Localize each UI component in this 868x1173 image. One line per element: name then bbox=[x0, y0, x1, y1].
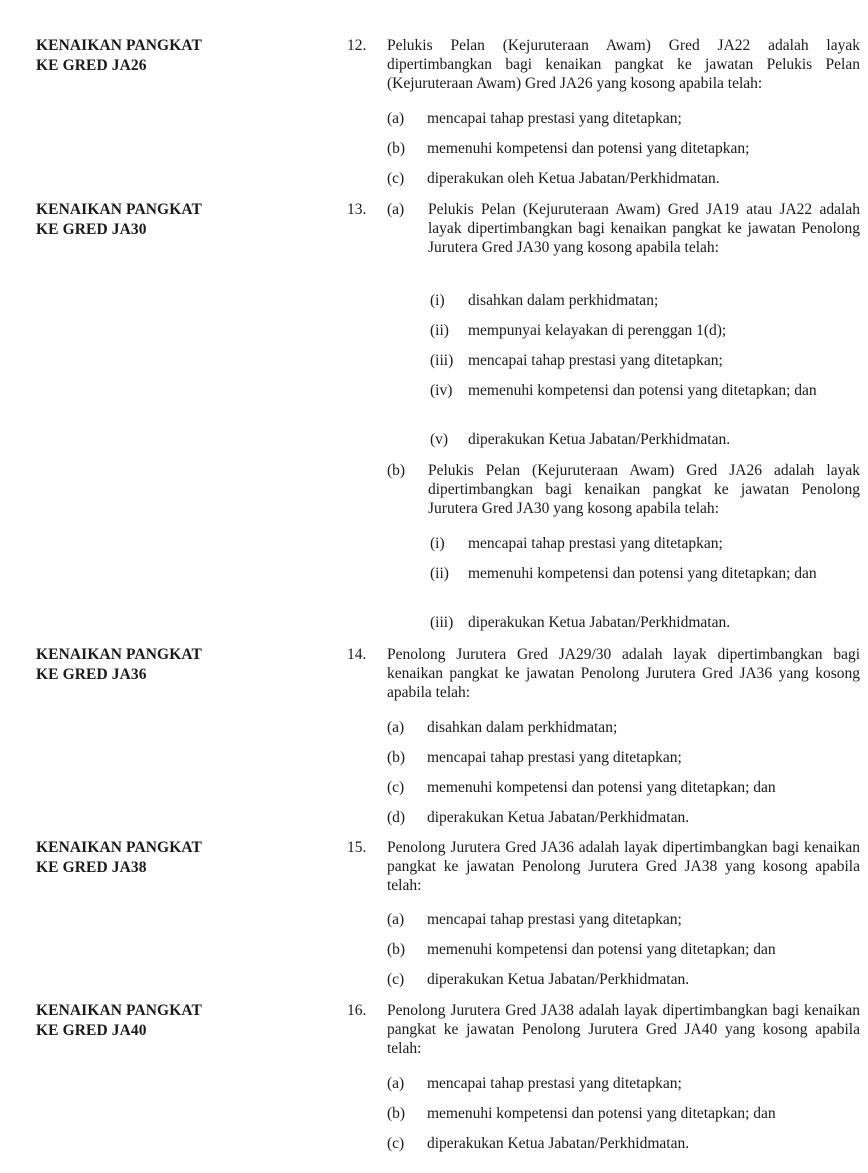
item-label: (c) bbox=[387, 170, 405, 187]
subsection-intro: Pelukis Pelan (Kejuruteraan Awam) Gred JA19 atau JA22 adalah layak dipertimbangkan bagi kenaikan pangkat ke jawatan Penolong Jurutera Gred JA30 yang kosong apabila telah: bbox=[428, 201, 860, 256]
item-text: diperakukan Ketua Jabatan/Perkhidmatan. bbox=[427, 809, 690, 826]
item-text: mencapai tahap prestasi yang ditetapkan; bbox=[468, 535, 723, 552]
item-label: (iii) bbox=[430, 614, 454, 631]
item-text: mencapai tahap prestasi yang ditetapkan; bbox=[468, 352, 723, 369]
item-text: disahkan dalam perkhidmatan; bbox=[468, 292, 659, 309]
item-label: (i) bbox=[430, 535, 445, 552]
heading-line: KE GRED JA40 bbox=[36, 1022, 147, 1039]
item-text: mencapai tahap prestasi yang ditetapkan; bbox=[427, 911, 682, 928]
heading-line: KE GRED JA26 bbox=[36, 57, 147, 74]
item-label: (ii) bbox=[430, 322, 449, 339]
heading-line: KE GRED JA30 bbox=[36, 221, 147, 238]
item-label: (b) bbox=[387, 1105, 406, 1122]
section-heading bbox=[36, 1001, 316, 1041]
section-heading bbox=[36, 645, 316, 685]
item-label: (a) bbox=[387, 110, 405, 127]
paragraph-number: 16. bbox=[347, 1002, 367, 1019]
item-label: (b) bbox=[387, 140, 406, 157]
heading-line: KENAIKAN PANGKAT bbox=[36, 201, 202, 218]
item-label: (d) bbox=[387, 809, 406, 826]
item-text: diperakukan oleh Ketua Jabatan/Perkhidmatan. bbox=[427, 170, 720, 187]
paragraph-number: 13. bbox=[347, 201, 367, 218]
heading-line: KENAIKAN PANGKAT bbox=[36, 1002, 202, 1019]
item-label: (c) bbox=[387, 971, 405, 988]
item-text: mencapai tahap prestasi yang ditetapkan; bbox=[427, 1075, 682, 1092]
heading-line: KENAIKAN PANGKAT bbox=[36, 37, 202, 54]
item-text: memenuhi kompetensi dan potensi yang ditetapkan; dan bbox=[468, 565, 817, 582]
item-label: (iii) bbox=[430, 352, 454, 369]
item-text: memenuhi kompetensi dan potensi yang ditetapkan; bbox=[427, 140, 750, 157]
item-text: diperakukan Ketua Jabatan/Perkhidmatan. bbox=[427, 1135, 690, 1152]
subsection-label: (b) bbox=[387, 462, 406, 479]
item-text: memenuhi kompetensi dan potensi yang ditetapkan; dan bbox=[468, 382, 817, 399]
item-text: mencapai tahap prestasi yang ditetapkan; bbox=[427, 110, 682, 127]
item-label: (iv) bbox=[430, 382, 453, 399]
heading-line: KENAIKAN PANGKAT bbox=[36, 839, 202, 856]
heading-line: KENAIKAN PANGKAT bbox=[36, 646, 202, 663]
paragraph-intro: Penolong Jurutera Gred JA29/30 adalah layak dipertimbangkan bagi kenaikan pangkat ke jawatan Penolong Jurutera Gred JA36 yang kosong apabila telah: bbox=[387, 646, 860, 701]
paragraph-number: 12. bbox=[347, 37, 367, 54]
item-text: memenuhi kompetensi dan potensi yang ditetapkan; dan bbox=[427, 779, 776, 796]
item-label: (a) bbox=[387, 719, 405, 736]
subsection-label: (a) bbox=[387, 201, 405, 218]
section-heading bbox=[36, 36, 316, 76]
paragraph-intro: Pelukis Pelan (Kejuruteraan Awam) Gred JA22 adalah layak dipertimbangkan bagi kenaikan pangkat ke jawatan Pelukis Pelan (Kejuruteraan Awam) Gred JA26 yang kosong apabila telah: bbox=[387, 37, 860, 92]
item-text: disahkan dalam perkhidmatan; bbox=[427, 719, 618, 736]
item-label: (c) bbox=[387, 779, 405, 796]
item-text: diperakukan Ketua Jabatan/Perkhidmatan. bbox=[468, 431, 731, 448]
item-label: (a) bbox=[387, 1075, 405, 1092]
section-heading bbox=[36, 200, 316, 240]
heading-line: KE GRED JA36 bbox=[36, 666, 147, 683]
paragraph-intro: Penolong Jurutera Gred JA38 adalah layak dipertimbangkan bagi kenaikan pangkat ke jawatan Penolong Jurutera Gred JA40 yang kosong apabila telah: bbox=[387, 1002, 860, 1057]
subsection-intro: Pelukis Pelan (Kejuruteraan Awam) Gred JA26 adalah layak dipertimbangkan bagi kenaikan pangkat ke jawatan Penolong Jurutera Gred JA30 yang kosong apabila telah: bbox=[428, 462, 860, 517]
item-text: memenuhi kompetensi dan potensi yang ditetapkan; dan bbox=[427, 1105, 776, 1122]
item-label: (i) bbox=[430, 292, 445, 309]
item-label: (ii) bbox=[430, 565, 449, 582]
paragraph-number: 15. bbox=[347, 839, 367, 856]
item-label: (v) bbox=[430, 431, 449, 448]
item-label: (c) bbox=[387, 1135, 405, 1152]
paragraph-number: 14. bbox=[347, 646, 367, 663]
section-heading bbox=[36, 838, 316, 878]
item-text: diperakukan Ketua Jabatan/Perkhidmatan. bbox=[468, 614, 731, 631]
heading-line: KE GRED JA38 bbox=[36, 859, 147, 876]
item-label: (b) bbox=[387, 941, 406, 958]
paragraph-intro: Penolong Jurutera Gred JA36 adalah layak dipertimbangkan bagi kenaikan pangkat ke jawatan Penolong Jurutera Gred JA38 yang kosong apabila telah: bbox=[387, 839, 860, 894]
item-label: (b) bbox=[387, 749, 406, 766]
item-label: (a) bbox=[387, 911, 405, 928]
item-text: memenuhi kompetensi dan potensi yang ditetapkan; dan bbox=[427, 941, 776, 958]
item-text: mencapai tahap prestasi yang ditetapkan; bbox=[427, 749, 682, 766]
item-text: diperakukan Ketua Jabatan/Perkhidmatan. bbox=[427, 971, 690, 988]
item-text: mempunyai kelayakan di perenggan 1(d); bbox=[468, 322, 727, 339]
